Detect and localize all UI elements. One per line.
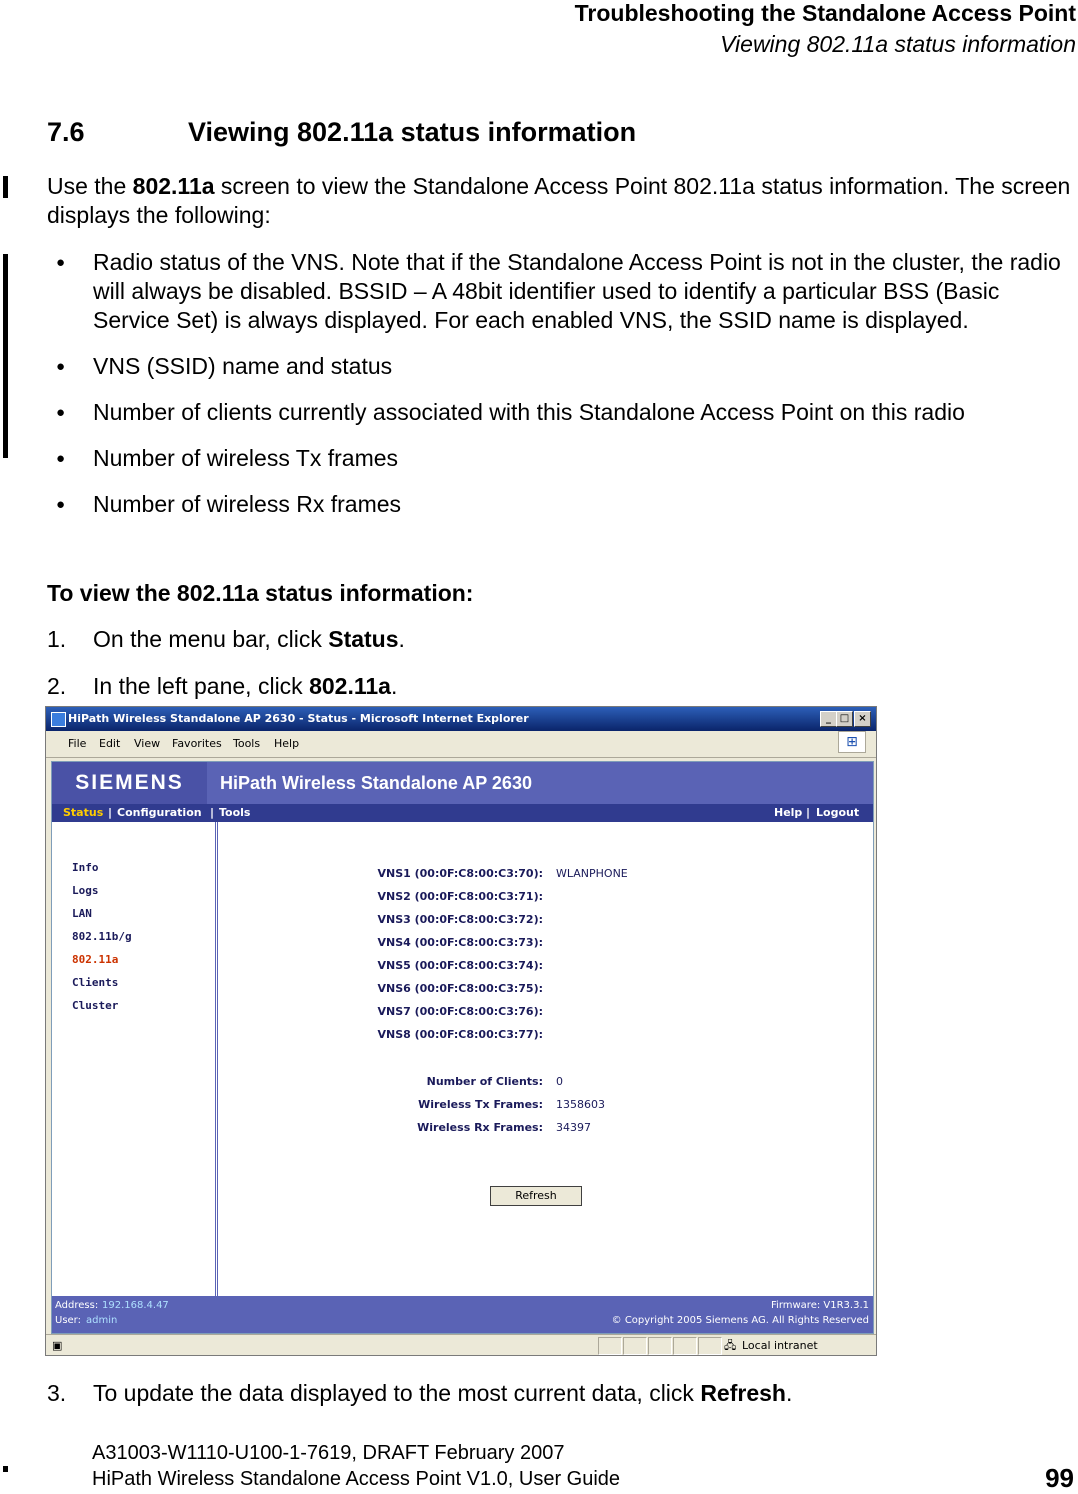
status-segment	[698, 1337, 722, 1355]
refresh-button[interactable]: Refresh	[490, 1186, 582, 1206]
nav-logout[interactable]: Logout	[816, 806, 860, 819]
address-value[interactable]: 192.168.4.47	[102, 1300, 169, 1311]
page-title: HiPath Wireless Standalone AP 2630	[220, 773, 532, 793]
siemens-logo: SIEMENS	[52, 762, 207, 804]
page-banner	[52, 762, 873, 804]
procedure-step: 1. On the menu bar, click Status.	[47, 626, 405, 652]
address-label: Address:	[55, 1300, 99, 1311]
menu-tools[interactable]: Tools	[233, 737, 261, 750]
top-nav	[52, 804, 873, 822]
footer-doc-id: A31003-W1110-U100-1-7619, DRAFT February 2007	[92, 1442, 565, 1464]
window-title: HiPath Wireless Standalone AP 2630 - Status - Microsoft Internet Explorer	[68, 712, 529, 725]
intro-paragraph: Use the 802.11a screen to view the Standalone Access Point 802.11a status information. The screen displays the following:	[47, 173, 1071, 228]
done-page-icon: ▣	[52, 1339, 63, 1352]
status-segment	[598, 1337, 622, 1355]
section-title: Viewing 802.11a status information	[188, 117, 637, 147]
sidebar-item-clients[interactable]: Clients	[72, 976, 119, 989]
vns-label: VNS5 (00:0F:C8:00:C3:74):	[377, 959, 543, 972]
tx-frames-value: 1358603	[556, 1098, 605, 1111]
firmware-version: Firmware: V1R3.3.1	[771, 1300, 869, 1311]
vns-label: VNS6 (00:0F:C8:00:C3:75):	[377, 982, 543, 995]
bullet-icon: ●	[56, 358, 66, 375]
footer-doc-title: HiPath Wireless Standalone Access Point V1.0, User Guide	[92, 1468, 621, 1490]
zone-label: Local intranet	[742, 1339, 818, 1352]
status-segment	[623, 1337, 647, 1355]
nav-status[interactable]: Status	[63, 806, 104, 819]
change-bar	[3, 176, 8, 198]
procedure-step: 2. In the left pane, click 802.11a.	[47, 673, 398, 699]
feature-list	[47, 248, 1077, 536]
vns-label: VNS2 (00:0F:C8:00:C3:71):	[377, 890, 543, 903]
list-item: ● Number of wireless Rx frames	[56, 491, 402, 517]
bullet-icon: ●	[56, 496, 66, 513]
menu-help[interactable]: Help	[274, 737, 300, 750]
window-titlebar	[46, 707, 876, 731]
user-value: admin	[86, 1315, 118, 1326]
copyright: © Copyright 2005 Siemens AG. All Rights Reserved	[611, 1315, 869, 1326]
browser-statusbar	[46, 1334, 876, 1356]
bullet-icon: ●	[56, 254, 66, 271]
page-footer	[52, 1296, 873, 1333]
sidebar-item-802-11a[interactable]: 802.11a	[72, 953, 119, 966]
status-segment	[673, 1337, 697, 1355]
web-page	[51, 761, 874, 1334]
vns-label: VNS4 (00:0F:C8:00:C3:73):	[377, 936, 543, 949]
menu-favorites[interactable]: Favorites	[172, 737, 222, 750]
page-number: 99	[1045, 1463, 1074, 1493]
section-number: 7.6	[47, 117, 85, 147]
change-bar	[3, 254, 8, 458]
change-bar	[3, 1466, 8, 1472]
running-header-subtitle: Viewing 802.11a status information	[720, 31, 1076, 57]
nav-separator: |	[108, 806, 113, 819]
rx-frames-label: Wireless Rx Frames:	[417, 1121, 543, 1134]
status-segment	[648, 1337, 672, 1355]
nav-tools[interactable]: Tools	[219, 806, 251, 819]
intranet-icon: 🖧	[724, 1339, 737, 1352]
menu-view[interactable]: View	[134, 737, 161, 750]
ie-icon	[51, 712, 66, 727]
bullet-icon: ●	[56, 404, 66, 421]
clients-label: Number of Clients:	[426, 1075, 543, 1088]
rx-frames-value: 34397	[556, 1121, 591, 1134]
browser-menubar	[46, 731, 876, 758]
procedure-step: 3. To update the data displayed to the most current data, click Refresh.	[47, 1380, 793, 1406]
nav-separator: |	[806, 806, 811, 819]
vns-value: WLANPHONE	[556, 867, 628, 880]
vns-label: VNS1 (00:0F:C8:00:C3:70):	[377, 867, 543, 880]
list-item: ● Radio status of the VNS. Note that if the Standalone Access Point is not in the cluster, the radio will always be disabled. BSSID – A 48bit identifier used to identify a particular BSS (Basic Service Set) is always displayed. For each enabled VNS, the SSID name is displayed.	[56, 249, 1061, 333]
vns-label: VNS3 (00:0F:C8:00:C3:72):	[377, 913, 543, 926]
nav-configuration[interactable]: Configuration	[117, 806, 202, 819]
list-item: ● VNS (SSID) name and status	[56, 353, 393, 379]
sidebar-item-info[interactable]: Info	[72, 861, 99, 874]
tx-frames-label: Wireless Tx Frames:	[418, 1098, 543, 1111]
sidebar-item-logs[interactable]: Logs	[72, 884, 99, 897]
close-icon[interactable]: ×	[854, 711, 871, 727]
left-pane	[52, 822, 218, 1296]
vns-label: VNS7 (00:0F:C8:00:C3:76):	[377, 1005, 543, 1018]
sidebar-item-lan[interactable]: LAN	[72, 907, 92, 920]
status-content	[218, 822, 873, 1296]
menu-file[interactable]: File	[68, 737, 87, 750]
menu-edit[interactable]: Edit	[99, 737, 121, 750]
sidebar-item-cluster[interactable]: Cluster	[72, 999, 119, 1012]
browser-screenshot	[45, 706, 877, 1356]
maximize-icon[interactable]: □	[836, 711, 853, 727]
nav-help[interactable]: Help	[774, 806, 803, 819]
vns-label: VNS8 (00:0F:C8:00:C3:77):	[377, 1028, 543, 1041]
minimize-icon[interactable]: _	[820, 711, 837, 727]
running-header-title: Troubleshooting the Standalone Access Point	[574, 0, 1076, 26]
list-item: ● Number of wireless Tx frames	[56, 445, 399, 471]
nav-separator: |	[210, 806, 215, 819]
sidebar-item-802-11bg[interactable]: 802.11b/g	[72, 930, 132, 943]
list-item: ● Number of clients currently associated with this Standalone Access Point on this radio	[56, 399, 965, 425]
clients-value: 0	[556, 1075, 563, 1088]
windows-logo-icon: ⊞	[838, 731, 866, 753]
bullet-icon: ●	[56, 450, 66, 467]
procedure-title: To view the 802.11a status information:	[47, 580, 474, 606]
user-label: User:	[55, 1315, 81, 1326]
